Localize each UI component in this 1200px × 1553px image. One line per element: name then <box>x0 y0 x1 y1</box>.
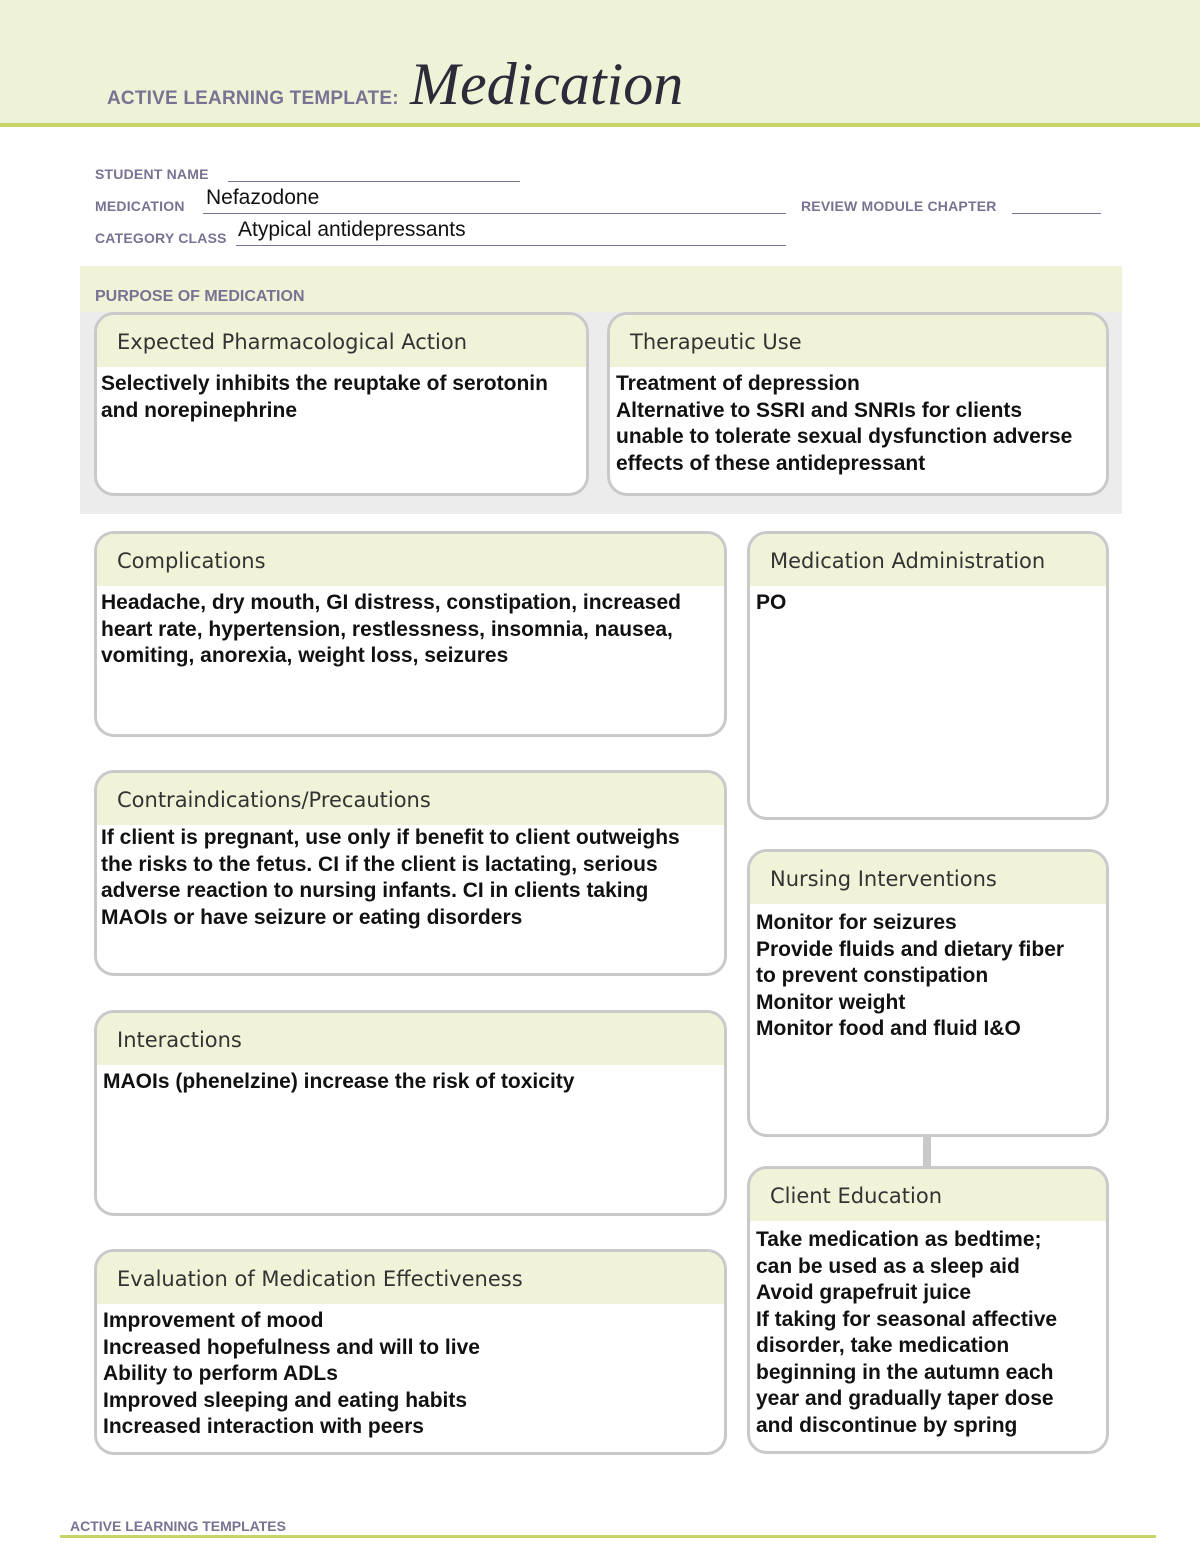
text-line: Treatment of depression <box>616 372 860 395</box>
medication-field[interactable]: Nefazodone <box>206 186 320 209</box>
contraindications-card <box>94 770 727 976</box>
therapeutic-use-text[interactable] <box>610 367 1106 477</box>
interactions-card <box>94 1010 727 1216</box>
expected-action-title: Expected Pharmacological Action <box>97 315 586 367</box>
text-line: effects of these antidepressant <box>616 451 926 475</box>
text-line: MAOIs or have seizure or eating disorders <box>101 905 523 929</box>
text-line: Increased hopefulness and will to live <box>103 1335 480 1359</box>
medication-label: MEDICATION <box>95 198 185 214</box>
interactions-text[interactable] <box>97 1065 724 1096</box>
text-line: MAOIs (phenelzine) increase the risk of toxicity <box>103 1070 575 1093</box>
text-line: Take medication as bedtime; <box>756 1228 1042 1251</box>
therapeutic-use-card <box>607 312 1109 496</box>
complications-card <box>94 531 727 737</box>
purpose-label: PURPOSE OF MEDICATION <box>95 288 305 305</box>
text-line: Provide fluids and dietary fiber <box>756 937 1065 961</box>
text-line: and norepinephrine <box>101 398 298 422</box>
client-education-title: Client Education <box>750 1169 1106 1221</box>
category-class-label: CATEGORY CLASS <box>95 230 227 246</box>
text-line: to prevent constipation <box>756 964 989 987</box>
text-line: Improved sleeping and eating habits <box>103 1388 468 1412</box>
medication-administration-card <box>747 531 1109 820</box>
text-line: beginning in the autumn each <box>756 1360 1054 1384</box>
text-line: heart rate, hypertension, restlessness, insomnia, nausea, <box>101 617 673 641</box>
contraindications-title: Contraindications/Precautions <box>97 773 724 825</box>
review-module-label: REVIEW MODULE CHAPTER <box>801 198 997 214</box>
complications-text[interactable] <box>97 586 724 670</box>
text-line: Monitor food and fluid I&O <box>756 1017 1021 1040</box>
nursing-interventions-text[interactable] <box>750 904 1106 1043</box>
text-line: If taking for seasonal affective <box>756 1307 1058 1331</box>
text-line: Avoid grapefruit juice <box>756 1281 972 1304</box>
text-line: Monitor for seizures <box>756 911 957 934</box>
text-line: Headache, dry mouth, GI distress, constipation, increased <box>101 591 681 614</box>
nursing-interventions-card <box>747 849 1109 1137</box>
text-line: disorder, take medication <box>756 1334 1010 1357</box>
text-line: and discontinue by spring <box>756 1413 1018 1437</box>
student-name-field[interactable] <box>232 158 517 180</box>
text-line: year and gradually taper dose <box>756 1387 1054 1410</box>
text-line: Ability to perform ADLs <box>103 1362 338 1385</box>
expected-action-card <box>94 312 589 496</box>
text-line: Monitor weight <box>756 990 906 1014</box>
therapeutic-use-title: Therapeutic Use <box>610 315 1106 367</box>
complications-title: Complications <box>97 534 724 586</box>
text-line: Selectively inhibits the reuptake of serotonin <box>101 372 548 395</box>
footer-rule <box>60 1535 1156 1538</box>
footer-text: ACTIVE LEARNING TEMPLATES <box>70 1518 286 1534</box>
contraindications-text[interactable] <box>97 825 724 931</box>
student-name-line <box>228 181 520 182</box>
evaluation-title: Evaluation of Medication Effectiveness <box>97 1252 724 1304</box>
text-line: can be used as a sleep aid <box>756 1254 1020 1278</box>
text-line: Improvement of mood <box>103 1309 324 1332</box>
evaluation-text[interactable] <box>97 1304 724 1441</box>
text-line: PO <box>756 591 787 614</box>
client-education-text[interactable] <box>750 1221 1106 1439</box>
text-line: adverse reaction to nursing infants. CI in clients taking <box>101 879 649 902</box>
client-education-card <box>747 1166 1109 1454</box>
text-line: vomiting, anorexia, weight loss, seizures <box>101 644 509 667</box>
medication-line <box>203 213 786 214</box>
template-prefix: ACTIVE LEARNING TEMPLATE: <box>107 88 399 109</box>
connector-line <box>923 1136 931 1166</box>
category-class-field[interactable]: Atypical antidepressants <box>238 218 466 241</box>
text-line: If client is pregnant, use only if benefit to client outweighs <box>101 826 680 849</box>
header-rule <box>0 123 1200 127</box>
text-line: Increased interaction with peers <box>103 1415 424 1438</box>
text-line: Alternative to SSRI and SNRIs for clients <box>616 398 1023 422</box>
nursing-interventions-title: Nursing Interventions <box>750 852 1106 904</box>
evaluation-card <box>94 1249 727 1455</box>
review-module-line <box>1012 213 1101 214</box>
category-class-line <box>236 245 786 246</box>
template-title: Medication <box>410 51 684 117</box>
expected-action-text[interactable] <box>97 367 586 424</box>
student-name-label: STUDENT NAME <box>95 166 209 182</box>
review-module-field[interactable] <box>1014 190 1099 212</box>
text-line: the risks to the fetus. CI if the client is lactating, serious <box>101 852 658 876</box>
medication-administration-text[interactable] <box>750 586 1106 617</box>
medication-administration-title: Medication Administration <box>750 534 1106 586</box>
text-line: unable to tolerate sexual dysfunction adverse <box>616 425 1073 448</box>
interactions-title: Interactions <box>97 1013 724 1065</box>
